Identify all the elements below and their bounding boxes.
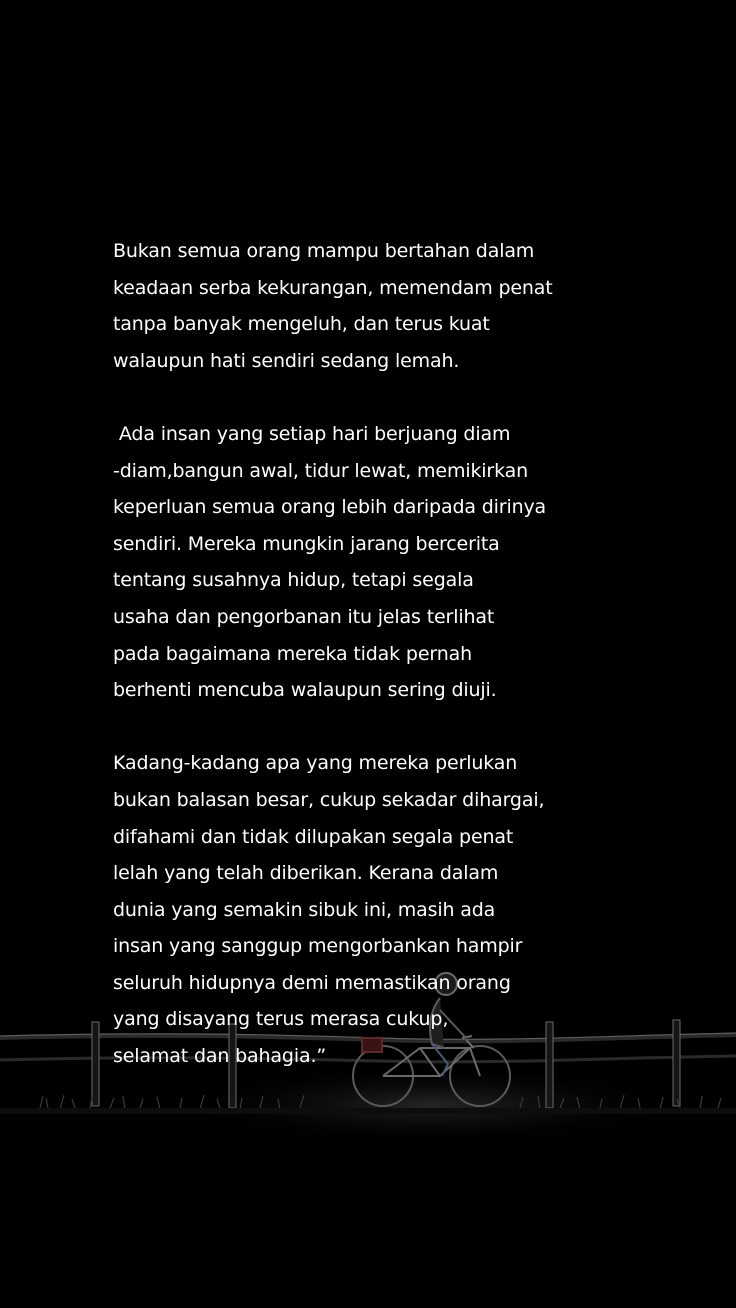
- quote-line: dunia yang semakin sibuk ini, masih ada: [113, 898, 496, 921]
- paragraph-spacer: [113, 709, 583, 746]
- quote-line: sendiri. Mereka mungkin jarang bercerita: [113, 532, 500, 555]
- quote-line: difahami dan tidak dilupakan segala penat: [113, 825, 514, 848]
- quote-line: lelah yang telah diberikan. Kerana dalam: [113, 862, 499, 885]
- quote-line: keadaan serba kekurangan, memendam penat: [113, 276, 553, 299]
- quote-paragraph-2: [113, 416, 583, 709]
- quote-line: seluruh hidupnya demi memastikan orang: [113, 971, 511, 994]
- quote-line: insan yang sanggup mengorbankan hampir: [113, 935, 523, 958]
- quote-line: walaupun hati sendiri sedang lemah.: [113, 349, 460, 372]
- quote-line: selamat dan bahagia.”: [113, 1045, 327, 1068]
- quote-paragraph-1: [113, 233, 583, 379]
- quote-line: keperluan semua orang lebih daripada dirinya: [113, 496, 547, 519]
- quote-line: yang disayang terus merasa cukup,: [113, 1008, 449, 1031]
- quote-line: tanpa banyak mengeluh, dan terus kuat: [113, 313, 490, 336]
- quote-line: pada bagaimana mereka tidak pernah: [113, 642, 472, 665]
- quote-line: Kadang-kadang apa yang mereka perlukan: [113, 752, 518, 775]
- quote-line: bukan balasan besar, cukup sekadar dihargai,: [113, 788, 545, 811]
- quote-text-block: [113, 233, 583, 1075]
- quote-paragraph-3: [113, 745, 583, 1074]
- quote-line: tentang susahnya hidup, tetapi segala: [113, 569, 474, 592]
- quote-line: usaha dan pengorbanan itu jelas terlihat: [113, 605, 495, 628]
- paragraph-spacer: [113, 379, 583, 416]
- quote-line: berhenti mencuba walaupun sering diuji.: [113, 679, 497, 702]
- quote-line: Bukan semua orang mampu bertahan dalam: [113, 240, 535, 262]
- quote-line: -diam,bangun awal, tidur lewat, memikirkan: [113, 459, 528, 482]
- ground-strip: [0, 1108, 736, 1114]
- quote-line: Ada insan yang setiap hari berjuang diam: [113, 422, 511, 445]
